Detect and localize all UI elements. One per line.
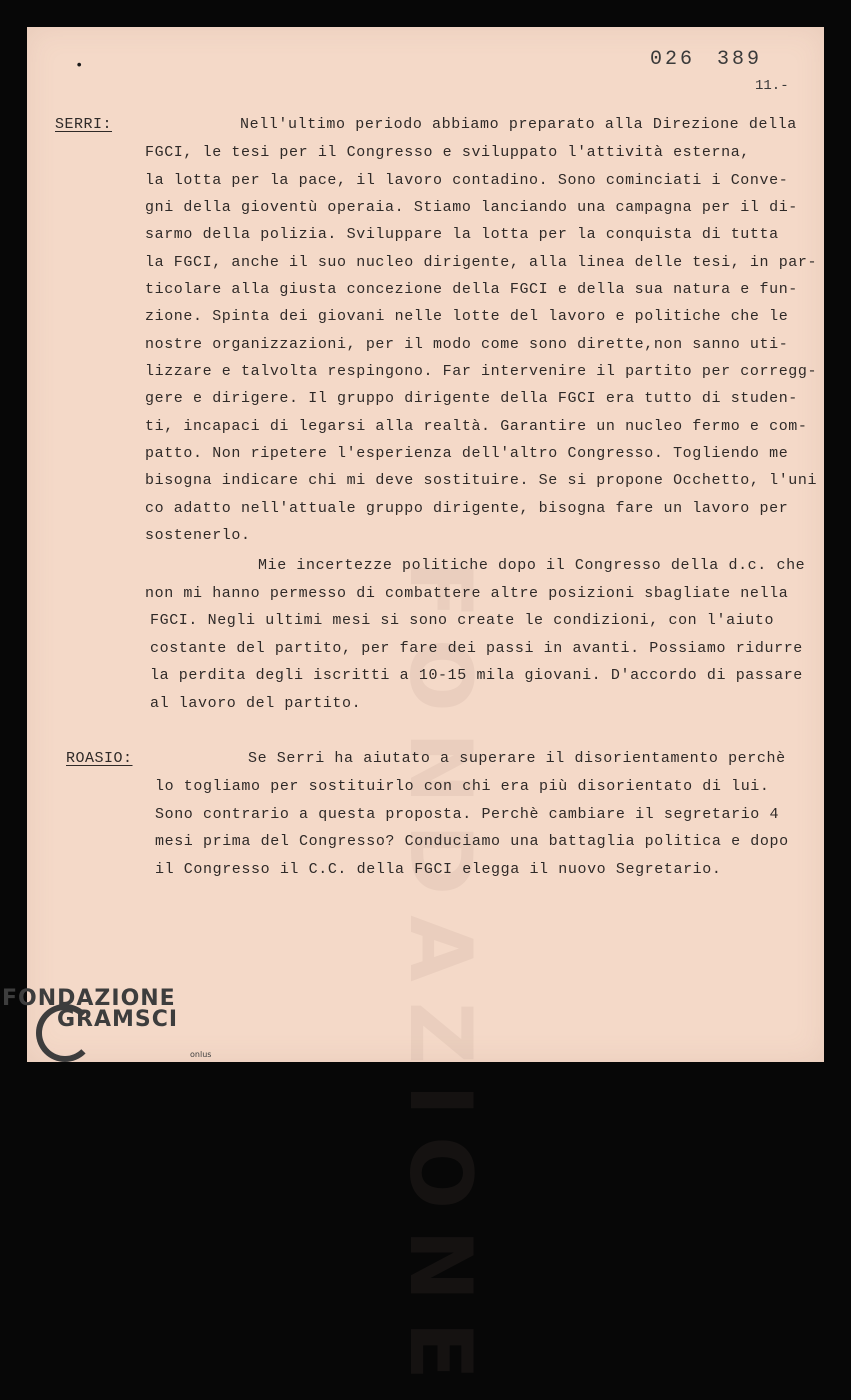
text-line: lizzare e talvolta respingono. Far intervenire il partito per corregg- (145, 363, 818, 380)
text-line: Mie incertezze politiche dopo il Congresso della d.c. che (258, 557, 806, 574)
text-line: Se Serri ha aiutato a superare il disorientamento perchè (248, 750, 786, 767)
watermark: FONDAZIONE (390, 560, 490, 1400)
text-line: costante del partito, per fare dei passi in avanti. Possiamo ridurre (150, 640, 803, 657)
logo-line2: GRAMSCI (57, 1007, 179, 1032)
text-line: FGCI, le tesi per il Congresso e sviluppato l'attività esterna, (145, 144, 750, 161)
logo-sub: onlus (190, 1050, 212, 1059)
text-line: Sono contrario a questa proposta. Perchè cambiare il segretario 4 (155, 806, 780, 823)
text-line: il Congresso il C.C. della FGCI elegga il nuovo Segretario. (155, 861, 722, 878)
archive-number (650, 48, 784, 71)
speaker-serri: SERRI: (55, 116, 113, 133)
text-line: bisogna indicare chi mi deve sostituire. Se si propone Occhetto, l'uni (145, 472, 818, 489)
text-line: sarmo della polizia. Sviluppare la lotta per la conquista di tutta (145, 226, 779, 243)
text-line: gere e dirigere. Il gruppo dirigente della FGCI era tutto di studen- (145, 390, 798, 407)
text-line: nostre organizzazioni, per il modo come sono dirette,non sanno uti- (145, 336, 789, 353)
speaker-roasio: ROASIO: (66, 750, 133, 767)
page-number: 11.- (755, 78, 789, 94)
text-line: gni della gioventù operaia. Stiamo lanciando una campagna per il di- (145, 199, 798, 216)
text-line: zione. Spinta dei giovani nelle lotte del lavoro e politiche che le (145, 308, 789, 325)
text-line: lo togliamo per sostituirlo con chi era più disorientato di lui. (155, 778, 770, 795)
text-line: non mi hanno permesso di combattere altre posizioni sbagliate nella (145, 585, 789, 602)
logo-line1: FONDAZIONE (2, 986, 176, 1011)
text-line: la FGCI, anche il suo nucleo dirigente, alla linea delle tesi, in par- (145, 254, 818, 271)
text-line: patto. Non ripetere l'esperienza dell'altro Congresso. Togliendo me (145, 445, 789, 462)
archive-number-b: 389 (717, 48, 763, 71)
text-line: FGCI. Negli ultimi mesi si sono create le condizioni, con l'aiuto (150, 612, 775, 629)
logo-g-icon (36, 1004, 94, 1062)
text-line: ti, incapaci di legarsi alla realtà. Garantire un nucleo fermo e com- (145, 418, 808, 435)
text-line: la perdita degli iscritti a 10-15 mila giovani. D'accordo di passare (150, 667, 803, 684)
archive-number-a: 026 (650, 48, 696, 71)
text-line: Nell'ultimo periodo abbiamo preparato alla Direzione della (240, 116, 797, 133)
text-line: co adatto nell'attuale gruppo dirigente, bisogna fare un lavoro per (145, 500, 789, 517)
text-line: ticolare alla giusta concezione della FGCI e della sua natura e fun- (145, 281, 798, 298)
text-line: sostenerlo. (145, 527, 251, 544)
text-line: al lavoro del partito. (150, 695, 362, 712)
text-line: la lotta per la pace, il lavoro contadino. Sono cominciati i Conve- (145, 172, 789, 189)
fondazione-gramsci-logo (2, 986, 212, 1059)
text-line: mesi prima del Congresso? Conduciamo una battaglia politica e dopo (155, 833, 789, 850)
ink-mark: • (75, 58, 84, 74)
